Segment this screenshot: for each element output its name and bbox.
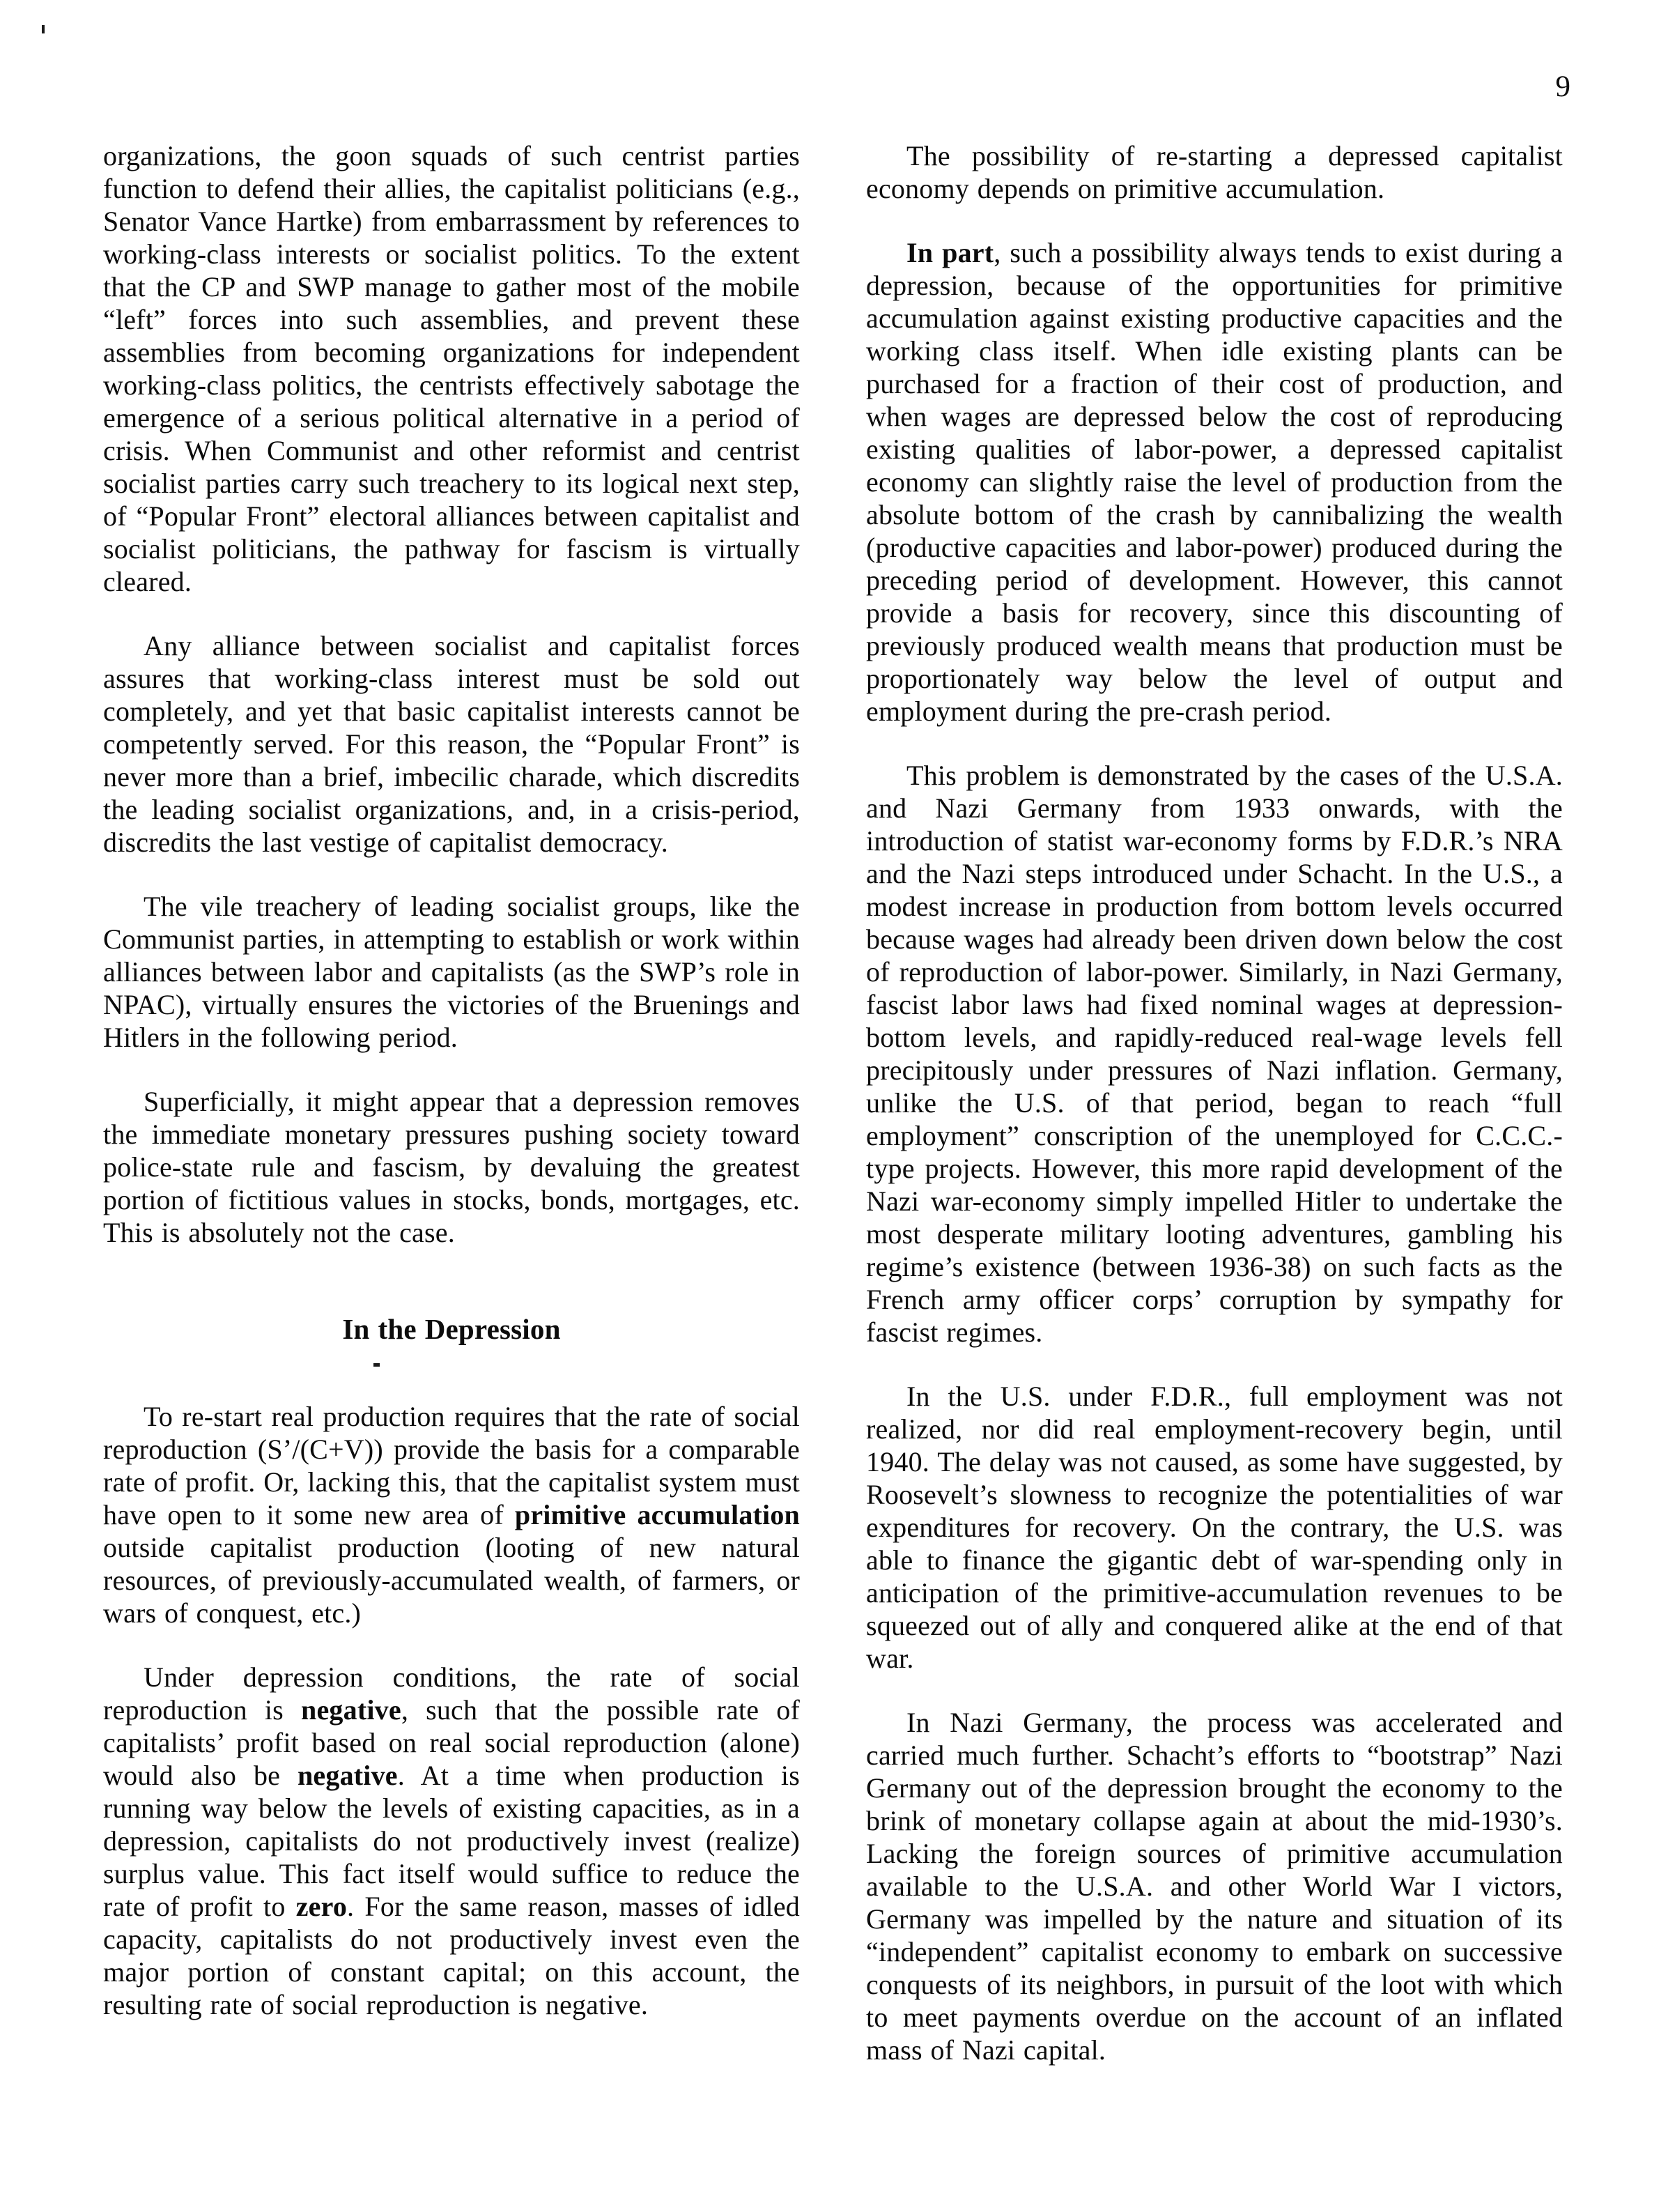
text-run: organizations, the goon squads of such centrist parties function to defend their allies, the capitalist politicians (e.g., Senator Vance Hartke) from embarrassment by references to working-class interests or socialist politics. To the extent that the CP and SWP manage to gather most of the mobile “left” forces into such assemblies, and prevent these assemblies from becoming organizations for independent working-class politics, the centrists effectively sabotage the emergence of a serious political alternative in a period of crisis. When Communist and other reformist and centrist socialist parties carry such treachery to its logical next step, of “Popular Front” electoral alliances between capitalist and socialist politicians, the pathway for fascism is virtually cleared. <box>103 140 800 597</box>
text-run: The vile treachery of leading socialist groups, like the Communist parties, in attempting to establish or work within alliances between labor and capitalists (as the SWP’s role in NPAC), virtually ensures the victories of the Bruenings and Hitlers in the following period. <box>103 891 800 1053</box>
text-run: , such that the possible rate of capitalists’ profit based on real social reproduction (alone) would also be <box>103 1694 800 1791</box>
right-column <box>866 139 1563 2098</box>
paragraph <box>103 629 800 859</box>
bold-text-run: primitive accumulation <box>514 1499 800 1530</box>
paragraph <box>866 1380 1563 1675</box>
text-run: In the U.S. under F.D.R., full employment was not realized, nor did real employment-recovery begin, until 1940. The delay was not caused, as some have suggested, by Roosevelt’s slowness to recognize the potentialities of war expenditures for recovery. On the contrary, the U.S. was able to finance the gigantic debt of war-spending only in anticipation of the primitive-accumulation revenues to be squeezed out of ally and conquered alike at the end of that war. <box>866 1381 1563 1674</box>
paragraph <box>866 236 1563 728</box>
paragraph <box>866 1706 1563 2066</box>
text-run: . At a time when production is running way below the levels of existing capacities, as in a depression, capitalists do not productively invest (realize) surplus value. This fact itself would suffice to reduce the rate of profit to <box>103 1760 800 1922</box>
text-columns <box>103 139 1563 2098</box>
section-heading: In the Depression <box>342 1313 561 1345</box>
text-run: . For the same reason, masses of idled capacity, capitalists do not productively invest even the major portion of constant capital; on this account, the resulting rate of social reproduction is negative. <box>103 1891 800 2020</box>
text-run: Any alliance between socialist and capitalist forces assures that working-class interest must be sold out completely, and yet that basic capitalist interests cannot be competently served. For this reason, the “Popular Front” is never more than a brief, imbecilic charade, which discredits the leading socialist organizations, and, in a crisis-period, discredits the last vestige of capitalist democracy. <box>103 630 800 858</box>
scan-artifact <box>42 25 45 33</box>
bold-text-run: negative <box>301 1694 401 1726</box>
paragraph <box>103 1400 800 1629</box>
paragraph <box>103 1085 800 1249</box>
text-run: , such a possibility always tends to exist during a depression, because of the opportunities for primitive accumulation against existing productive capacities and the working class itself. When idle existing plants can be purchased for a fraction of their cost of production, and when wages are depressed below the cost of reproducing existing qualities of labor-power, a depressed capitalist economy can slightly raise the level of production from the absolute bottom of the crash by cannibalizing the wealth (productive capacities and labor-power) produced during the preceding period of development. However, this cannot provide a basis for recovery, since this discounting of previously produced wealth means that production must be proportionately way below the level of output and employment during the pre-crash period. <box>866 237 1563 727</box>
bold-text-run: negative <box>297 1760 398 1791</box>
text-run: The possibility of re-starting a depressed capitalist economy depends on primitive accumulation. <box>866 140 1563 204</box>
text-run: Under depression conditions, the rate of social reproduction is <box>103 1661 800 1726</box>
paragraph <box>103 890 800 1054</box>
left-column <box>103 139 800 2098</box>
paragraph <box>866 759 1563 1349</box>
text-run: outside capitalist production (looting of new natural resources, of previously-accumulated wealth, of farmers, or wars of conquest, etc.) <box>103 1532 800 1629</box>
page-number: 9 <box>1555 70 1570 103</box>
paragraph <box>103 139 800 598</box>
text-run: This problem is demonstrated by the cases of the U.S.A. and Nazi Germany from 1933 onwards, with the introduction of statist war-economy forms by F.D.R.’s NRA and the Nazi steps introduced under Schacht. In the U.S., a modest increase in production from bottom levels occurred because wages had already been driven down below the cost of reproduction of labor-power. Similarly, in Nazi Germany, fascist labor laws had fixed nominal wages at depression-bottom levels, and rapidly-reduced real-wage levels fell precipitously under pressures of Nazi inflation. Germany, unlike the U.S. of that period, began to reach “full employment” conscription of the unemployed for C.C.C.-type projects. However, this more rapid development of the Nazi war-economy simply impelled Hitler to undertake the most desperate military looting adventures, gambling his regime’s existence (between 1936-38) on such facts as the French army officer corps’ corruption by sympathy for fascist regimes. <box>866 760 1563 1348</box>
bold-text-run: zero <box>295 1891 348 1922</box>
text-run: In Nazi Germany, the process was accelerated and carried much further. Schacht’s efforts to “bootstrap” Nazi Germany out of the depression brought the economy to the brink of monetary collapse again at about the mid-1930’s. Lacking the foreign sources of primitive accumulation available to the U.S.A. and other World War I victors, Germany was impelled by the nature and situation of its “independent” capitalist economy to embark on successive conquests of its neighbors, in pursuit of the loot with which to meet payments overdue on the account of an inflated mass of Nazi capital. <box>866 1707 1563 2066</box>
text-run: Superficially, it might appear that a depression removes the immediate monetary pressures pushing society toward police-state rule and fascism, by devaluing the greatest portion of fictitious values in stocks, bonds, mortgages, etc. This is absolutely not the case. <box>103 1086 800 1248</box>
paragraph <box>866 139 1563 205</box>
text-run: To re-start real production requires that the rate of social reproduction (S’/(C+V)) provide the basis for a comparable rate of profit. Or, lacking this, that the capitalist system must have open to it some new area of <box>103 1401 800 1530</box>
paragraph <box>103 1661 800 2021</box>
bold-text-run: In part <box>906 237 994 268</box>
